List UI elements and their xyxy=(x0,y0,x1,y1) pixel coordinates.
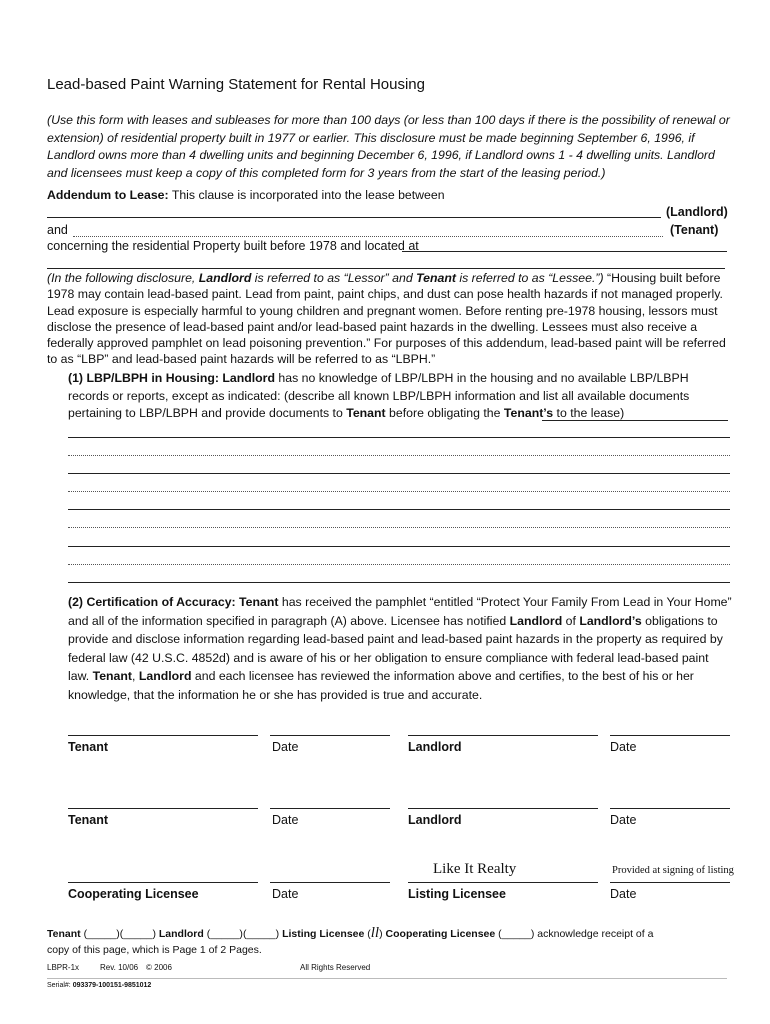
concerning-label: concerning the residential Property built before 1978 and located at xyxy=(47,239,419,253)
landlord2-signature-field[interactable] xyxy=(408,808,598,809)
ack-blank[interactable]: (_____) xyxy=(242,928,280,940)
landlord-label: (Landlord) xyxy=(666,205,728,219)
rights-reserved: All Rights Reserved xyxy=(300,963,371,972)
lbph-line[interactable] xyxy=(68,473,730,474)
ack-listing: Listing Licensee xyxy=(282,928,365,940)
section2-text xyxy=(68,593,732,705)
s2a: has received the pamphlet “entitled “Protect Your Family From Lead in Your Home” and all of the information specified in paragraph (A) above. Licensee has notified xyxy=(68,595,732,628)
d2: Landlord xyxy=(198,271,252,285)
s2i: and each licensee has reviewed the information above and certifies, to the best of his or her knowledge, that the information he or she has provided is true and accurate. xyxy=(68,669,694,702)
lbph-line[interactable] xyxy=(68,509,730,510)
s2d: Landlord’s xyxy=(579,613,642,628)
lbph-line[interactable] xyxy=(68,455,730,456)
date-label: Date xyxy=(272,740,299,754)
ack-tenant: Tenant xyxy=(47,928,81,940)
section1-text xyxy=(68,370,732,423)
d5: is referred to as “Lessee.”) xyxy=(455,271,604,285)
s2f: Tenant xyxy=(92,669,133,684)
s1d: Tenant’s xyxy=(503,406,554,420)
ack-text: acknowledge receipt of a xyxy=(537,928,654,940)
lbph-line[interactable] xyxy=(68,582,730,583)
date-label: Date xyxy=(610,740,637,754)
addendum-label: Addendum to Lease: xyxy=(47,188,169,202)
lbph-line[interactable] xyxy=(68,437,730,438)
date-label: Date xyxy=(610,813,637,827)
s1e: to the lease) xyxy=(553,406,625,420)
serial-number xyxy=(47,982,151,989)
form-id: LBPR-1x xyxy=(47,963,80,972)
intro-text: (Use this form with leases and subleases for more than 100 days (or less than 100 days if there is the possibility of renewal or extension) of residential property built in 1977 or earlier. This disclosure must be made beginning September 6, 1996, if Landlord owns more than 4 dwelling units and beginning December 6, 1996, if Landlord owns 1 - 4 dwelling units. Landlord and licensees must keep a copy of this completed form for 3 years from the start of the leasing period.) xyxy=(47,113,730,180)
tenant-label: (Tenant) xyxy=(670,223,719,237)
s1c: before obligating the xyxy=(385,406,504,420)
cooperating-label: Cooperating Licensee xyxy=(68,887,199,901)
tenant-sig-label: Tenant xyxy=(68,813,109,827)
tenant-name-field[interactable] xyxy=(73,236,663,237)
tenant-sig-label: Tenant xyxy=(68,740,109,754)
ack-blank[interactable]: (_____) xyxy=(498,928,535,940)
landlord-sig-label: Landlord xyxy=(408,813,462,827)
cooperating-date-field[interactable] xyxy=(270,882,390,883)
s2b: Landlord xyxy=(509,613,563,628)
s2h: (2) Certification of Accuracy: Tenant xyxy=(68,595,279,609)
landlord-sig-label: Landlord xyxy=(408,740,462,754)
lbph-line[interactable] xyxy=(68,546,730,547)
s1a: has no knowledge of LBP/LBPH in the housing and no available LBP/LBPH records or reports, except as indicated: (describe all known LBP/LBPH information and list all available documents pertaining to LBP/LBPH and provide documents to xyxy=(68,371,690,420)
d4: Tenant xyxy=(416,271,456,285)
cooperating-signature-field[interactable] xyxy=(68,882,258,883)
listing-signature-field[interactable] xyxy=(408,882,598,883)
and-label: and xyxy=(47,223,68,237)
listing-label: Listing Licensee xyxy=(408,887,506,901)
s1h: (1) LBP/LBPH in Housing: Landlord xyxy=(68,371,275,385)
d3: is referred to as “Lessor” and xyxy=(251,271,417,285)
s2h2: Landlord xyxy=(138,669,192,684)
disclosure-text xyxy=(47,270,735,368)
ack-blank[interactable]: (_____) xyxy=(119,928,156,940)
copyright: © 2006 xyxy=(146,963,172,972)
lbph-line[interactable] xyxy=(68,527,730,528)
s2c: of xyxy=(562,613,580,628)
date-label: Date xyxy=(272,813,299,827)
d6: “Housing built before 1978 may contain lead-based paint. Lead from paint, paint chips, and dust can pose health hazards if not managed properly. Lead exposure is especially harmful to young children and pregnant women. Before renting pre-1978 housing, lessors must disclose the presence of lead-based paint and/or lead-based paint hazards in the dwelling. Lessees must also receive a federally approved pamphlet on lead poisoning prevention.” For purposes of this addendum, lead-based paint will be referred to as “LBP” and lead-based paint hazards will be referred to as “LBPH.” xyxy=(47,271,726,367)
landlord-date-field[interactable] xyxy=(610,735,730,736)
tenant-signature-field[interactable] xyxy=(68,735,258,736)
serial-label: Serial#: xyxy=(47,982,71,989)
landlord2-date-field[interactable] xyxy=(610,808,730,809)
ack-blank[interactable]: (_____) xyxy=(206,928,243,940)
s1b: Tenant xyxy=(346,406,386,420)
landlord-name-field[interactable] xyxy=(47,217,661,218)
ack-blank[interactable]: (_____) xyxy=(83,928,120,940)
d1: (In the following disclosure, xyxy=(47,271,199,285)
addendum-line xyxy=(47,188,735,203)
listing-licensee-value[interactable]: Like It Realty xyxy=(433,861,517,877)
serial-value: 093379-100151-9851012 xyxy=(72,982,152,989)
ack-landlord: Landlord xyxy=(158,928,204,940)
listing-date-value[interactable]: Provided at signing of listing xyxy=(612,865,734,876)
property-address-field-2[interactable] xyxy=(47,268,725,269)
tenant-date-field[interactable] xyxy=(270,735,390,736)
lbph-line[interactable] xyxy=(68,491,730,492)
addendum-text: This clause is incorporated into the lease between xyxy=(168,188,445,202)
property-address-field[interactable] xyxy=(402,251,727,252)
acknowledgement-line: Tenant (_____)(_____) Landlord (_____)(_____) Listing Licensee (ll) Cooperating Licensee (_____) acknowledge receipt of a xyxy=(47,925,654,941)
lbph-field[interactable] xyxy=(542,420,728,421)
s2g: , xyxy=(132,669,139,684)
s2e: obligations to provide and disclose information regarding lead-based paint and lead-based paint hazards in the property as required by federal law (42 U.S.C. 4852d) and is aware of his or her obligation to ensure compliance with federal lead-based paint law. xyxy=(68,613,723,684)
initials-signature-icon[interactable]: ll xyxy=(370,925,380,941)
tenant2-signature-field[interactable] xyxy=(68,808,258,809)
date-label: Date xyxy=(610,887,637,901)
footer-divider xyxy=(47,978,727,979)
page-count-text: copy of this page, which is Page 1 of 2 Pages. xyxy=(47,944,262,956)
listing-date-field[interactable] xyxy=(610,882,730,883)
date-label: Date xyxy=(272,887,299,901)
revision: Rev. 10/06 xyxy=(100,963,139,972)
ack-cooperating: Cooperating Licensee xyxy=(385,928,496,940)
landlord-signature-field[interactable] xyxy=(408,735,598,736)
lbph-line[interactable] xyxy=(68,564,730,565)
tenant2-date-field[interactable] xyxy=(270,808,390,809)
page-title: Lead-based Paint Warning Statement for Rental Housing xyxy=(47,76,425,93)
